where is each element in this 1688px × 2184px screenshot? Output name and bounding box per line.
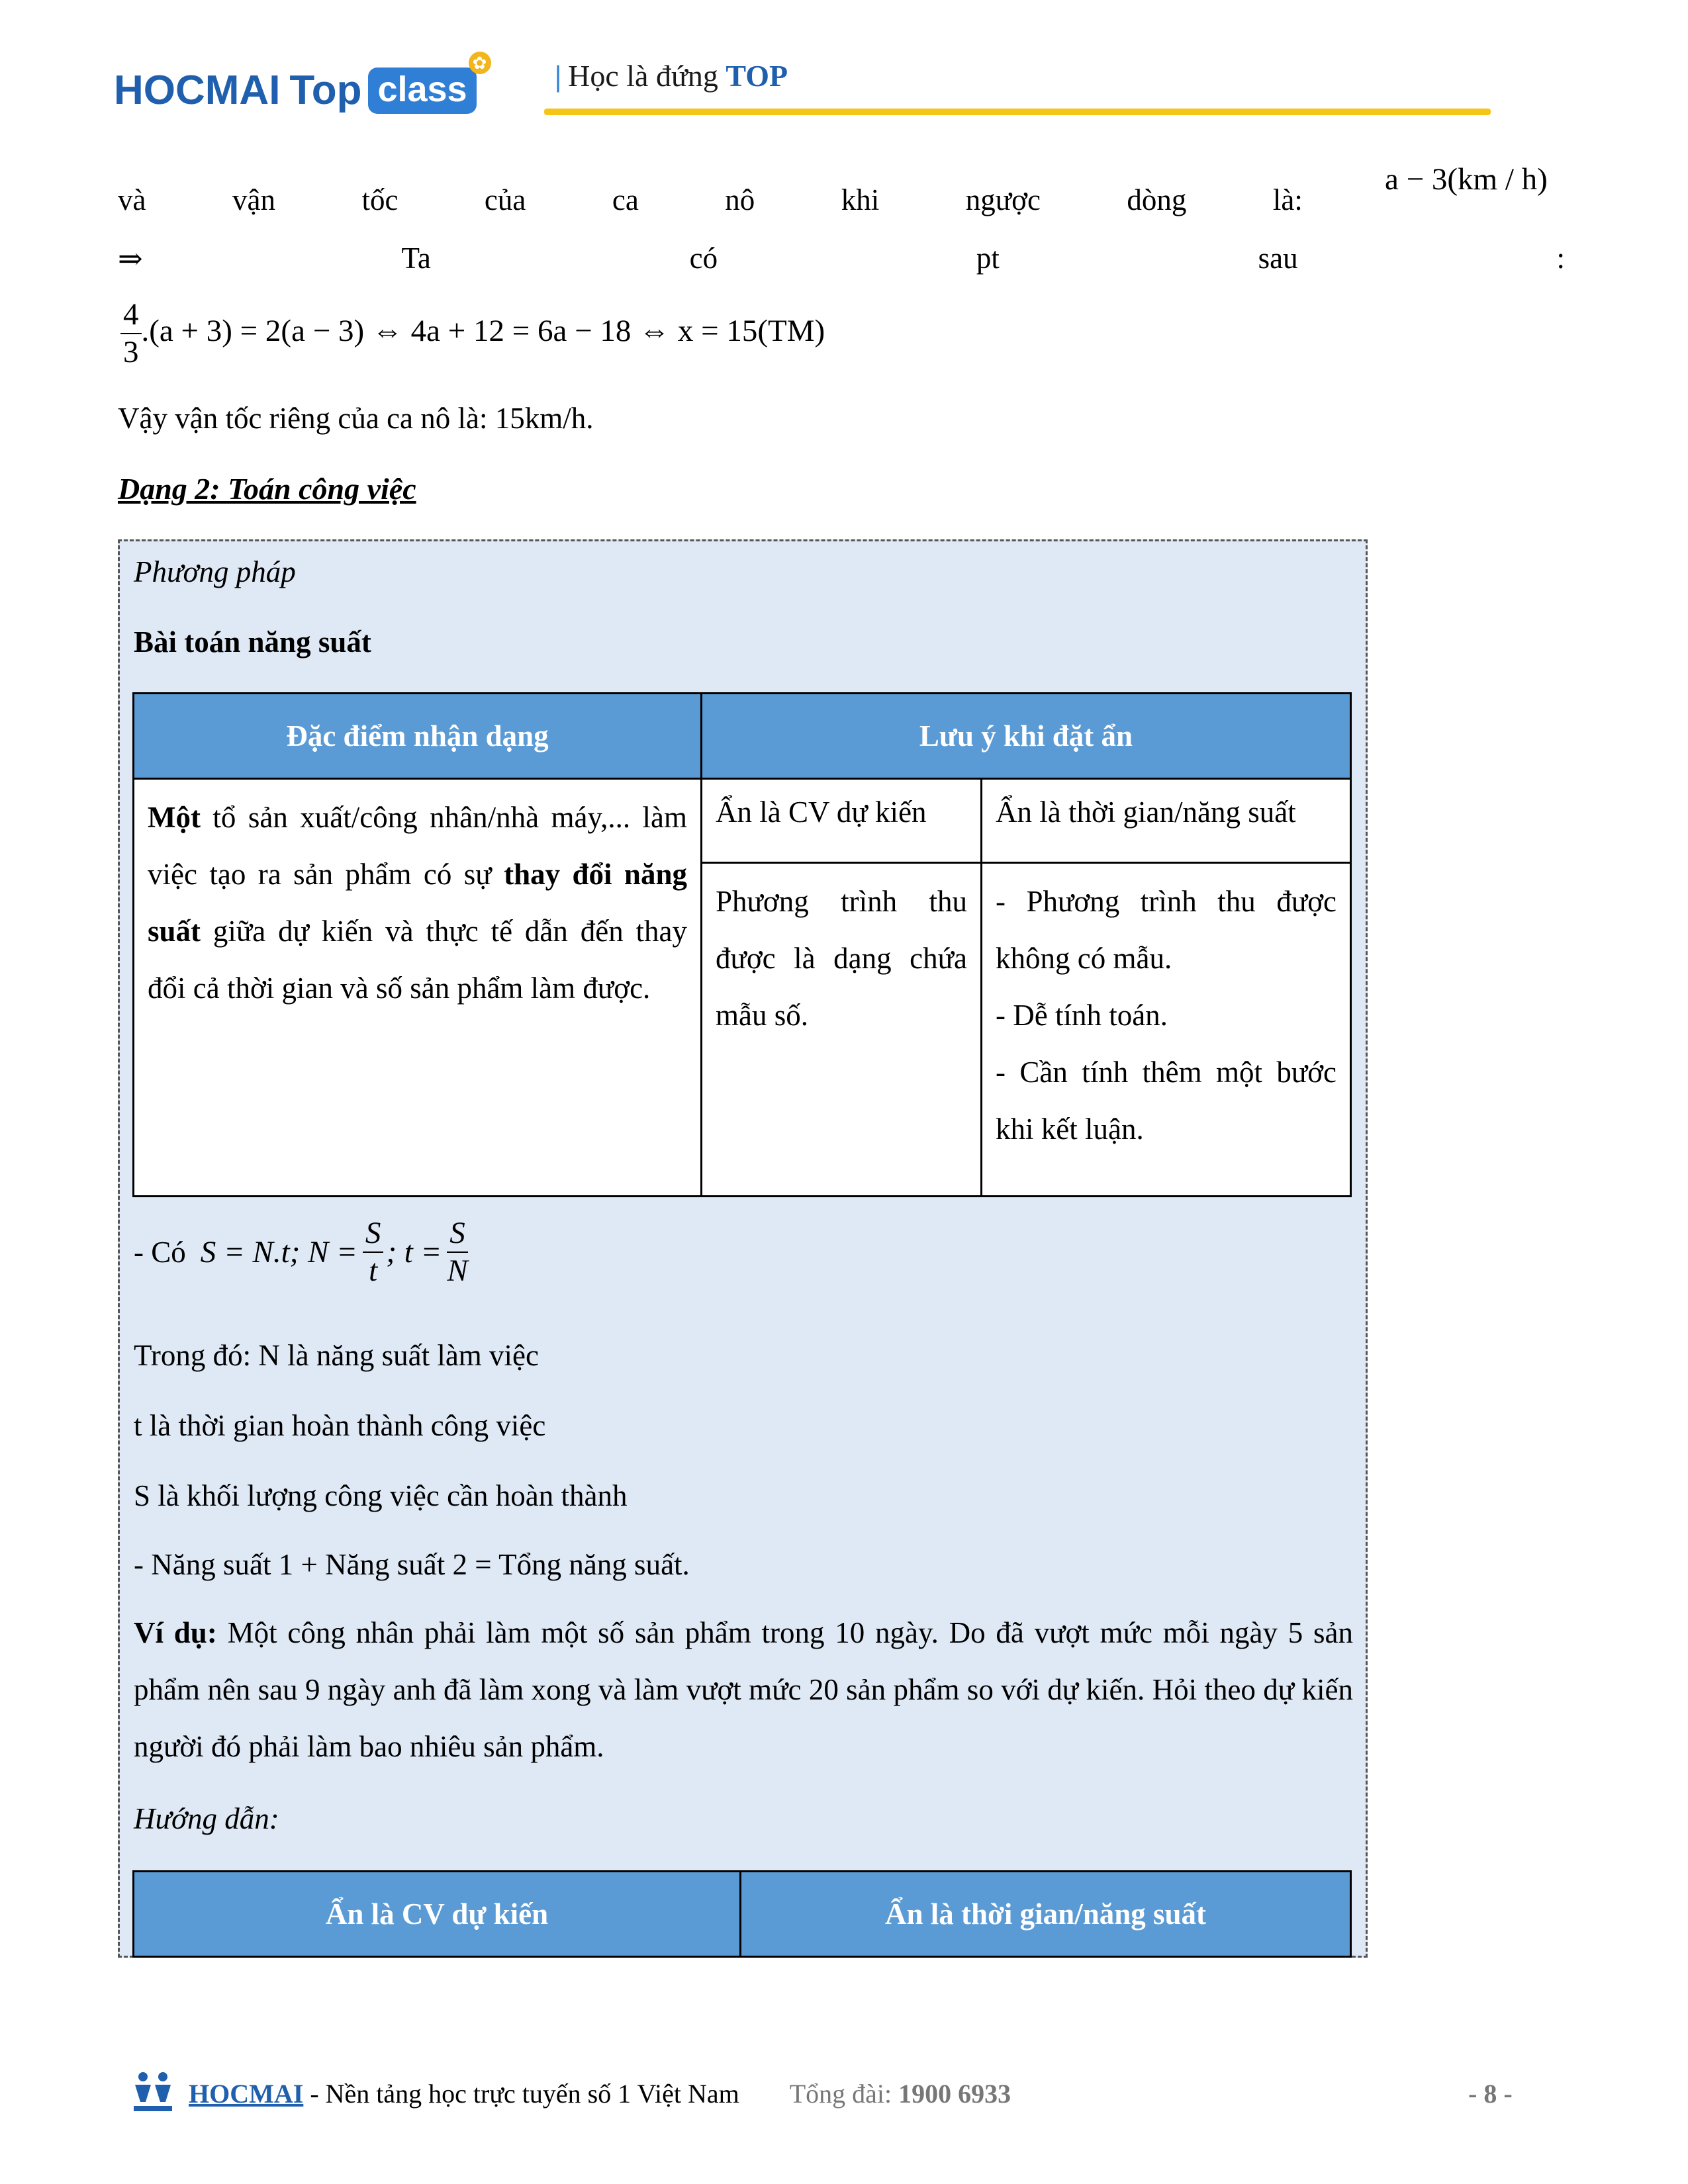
section-heading: Dạng 2: Toán công việc bbox=[118, 472, 416, 506]
subheader-cv: Ẩn là CV dự kiến bbox=[702, 779, 982, 863]
formula-prefix: - Có bbox=[134, 1236, 186, 1269]
guide-header-cv: Ẩn là CV dự kiến bbox=[134, 1872, 741, 1957]
logo-class-text: class bbox=[377, 69, 467, 109]
intro-line-1 bbox=[118, 183, 1303, 217]
recognition-bold-1: Một bbox=[148, 801, 201, 834]
method-subtitle: Bài toán năng suất bbox=[134, 625, 371, 659]
fraction-numerator: 4 bbox=[120, 299, 142, 334]
word: dòng bbox=[1127, 183, 1187, 216]
definition-line: S là khối lượng công việc cần hoàn thành bbox=[134, 1479, 628, 1512]
fraction-denominator: 3 bbox=[123, 335, 139, 369]
intro-velocity-math: a − 3(km / h) bbox=[1385, 162, 1548, 197]
intro-line-2 bbox=[118, 241, 1565, 276]
word: của bbox=[484, 183, 526, 216]
word: nô bbox=[725, 183, 755, 216]
recognition-cell bbox=[134, 779, 702, 1197]
recognition-part-1: tổ sản xuất/công nhân/nhà máy,... làm việc tạo ra sản phẩm có sự bbox=[148, 801, 687, 891]
example-paragraph bbox=[134, 1604, 1353, 1775]
logo-top-text: Top bbox=[289, 68, 362, 113]
logo-class-badge bbox=[368, 53, 487, 114]
word: Ta bbox=[401, 242, 431, 275]
slogan-prefix: Học là đứng bbox=[568, 59, 718, 93]
word: ca bbox=[612, 183, 639, 216]
word: tốc bbox=[361, 183, 399, 216]
slogan-divider: | bbox=[555, 59, 562, 93]
recognition-part-2: giữa dự kiến và thực tế dẫn đến thay đổi cả thời gian và số sản phẩm làm được. bbox=[148, 915, 687, 1005]
time-note-cell bbox=[982, 863, 1351, 1197]
implies-arrow: ⇒ bbox=[118, 242, 143, 275]
subheader-time: Ẩn là thời gian/năng suất bbox=[982, 779, 1351, 863]
logo-hocmai-text: HOCMAI bbox=[114, 68, 281, 113]
word: có bbox=[689, 242, 718, 275]
fraction bbox=[447, 1218, 468, 1287]
hocmai-footer-logo-icon bbox=[132, 2070, 173, 2114]
hocmai-topclass-logo bbox=[114, 53, 487, 114]
intro-equation bbox=[120, 299, 825, 368]
header-slogan bbox=[555, 58, 788, 93]
time-note-item: - Dễ tính toán. bbox=[996, 999, 1168, 1032]
word: và bbox=[118, 183, 146, 216]
recognition-bold-2: thay đổi năng suất bbox=[148, 858, 687, 948]
productivity-table bbox=[132, 692, 1352, 1197]
footer-brand-link[interactable]: HOCMAI bbox=[189, 2079, 304, 2109]
word: vận bbox=[232, 183, 275, 216]
guide-table bbox=[132, 1870, 1352, 1958]
recognition-text bbox=[148, 789, 687, 1017]
example-text: Một công nhân phải làm một số sản phẩm trong 10 ngày. Do đã vượt mức mỗi ngày 5 sản phẩm nên sau 9 ngày anh đã làm xong và làm vượt mức 20 sản phẩm so với dự kiến. Hỏi theo dự kiến người đó phải làm bao nhiêu sản phẩm. bbox=[134, 1616, 1354, 1763]
fraction-numerator: S bbox=[447, 1218, 468, 1253]
equation-rest: .(a + 3) = 2(a − 3) ⇔ 4a + 12 = 6a − 18 ⇔ x = 15(TM) bbox=[141, 313, 825, 348]
word: ngược bbox=[965, 183, 1041, 216]
footer-text bbox=[189, 2078, 1011, 2109]
definition-line: - Năng suất 1 + Năng suất 2 = Tổng năng suất. bbox=[134, 1548, 690, 1581]
footer-hotline-label: Tổng đài: bbox=[789, 2079, 892, 2109]
time-note-item: - Phương trình thu được không có mẫu. bbox=[996, 885, 1336, 975]
formula-line bbox=[134, 1218, 468, 1287]
header-underline bbox=[544, 109, 1491, 115]
cv-note-text: Phương trình thu được là dạng chứa mẫu số. bbox=[716, 885, 967, 1032]
guide-header-time: Ẩn là thời gian/năng suất bbox=[741, 1872, 1351, 1957]
word: khi bbox=[841, 183, 880, 216]
definition-line: t là thời gian hoàn thành công việc bbox=[134, 1409, 546, 1442]
slogan-top: TOP bbox=[726, 59, 788, 93]
time-note-item: - Cần tính thêm một bước khi kết luận. bbox=[996, 1056, 1336, 1146]
footer-tagline: - Nền tảng học trực tuyến số 1 Việt Nam bbox=[303, 2079, 739, 2109]
guide-label: Hướng dẫn: bbox=[134, 1802, 279, 1835]
definition-line: Trong đó: N là năng suất làm việc bbox=[134, 1339, 539, 1372]
page-number: - 8 - bbox=[1468, 2079, 1513, 2109]
example-label: Ví dụ: bbox=[134, 1616, 217, 1649]
method-label: Phương pháp bbox=[134, 555, 296, 588]
word: : bbox=[1556, 242, 1565, 275]
intro-conclusion: Vậy vận tốc riêng của ca nô là: 15km/h. bbox=[118, 402, 594, 435]
cv-note-cell bbox=[702, 863, 982, 1197]
word: sau bbox=[1258, 242, 1298, 275]
formula-part-2: ; t = bbox=[386, 1235, 442, 1269]
fraction-numerator: S bbox=[363, 1218, 384, 1253]
fraction-denominator: N bbox=[447, 1253, 468, 1288]
fraction-denominator: t bbox=[369, 1253, 378, 1288]
word: là: bbox=[1272, 183, 1303, 216]
table-header-notes: Lưu ý khi đặt ẩn bbox=[702, 694, 1351, 779]
word: pt bbox=[976, 242, 1000, 275]
fraction bbox=[120, 299, 142, 368]
footer-hotline-number: 1900 6933 bbox=[898, 2079, 1011, 2109]
formula-part-1: S = N.t; N = bbox=[200, 1235, 357, 1269]
star-icon: ✿ bbox=[469, 52, 491, 74]
fraction bbox=[363, 1218, 384, 1287]
table-header-recognition: Đặc điểm nhận dạng bbox=[134, 694, 702, 779]
